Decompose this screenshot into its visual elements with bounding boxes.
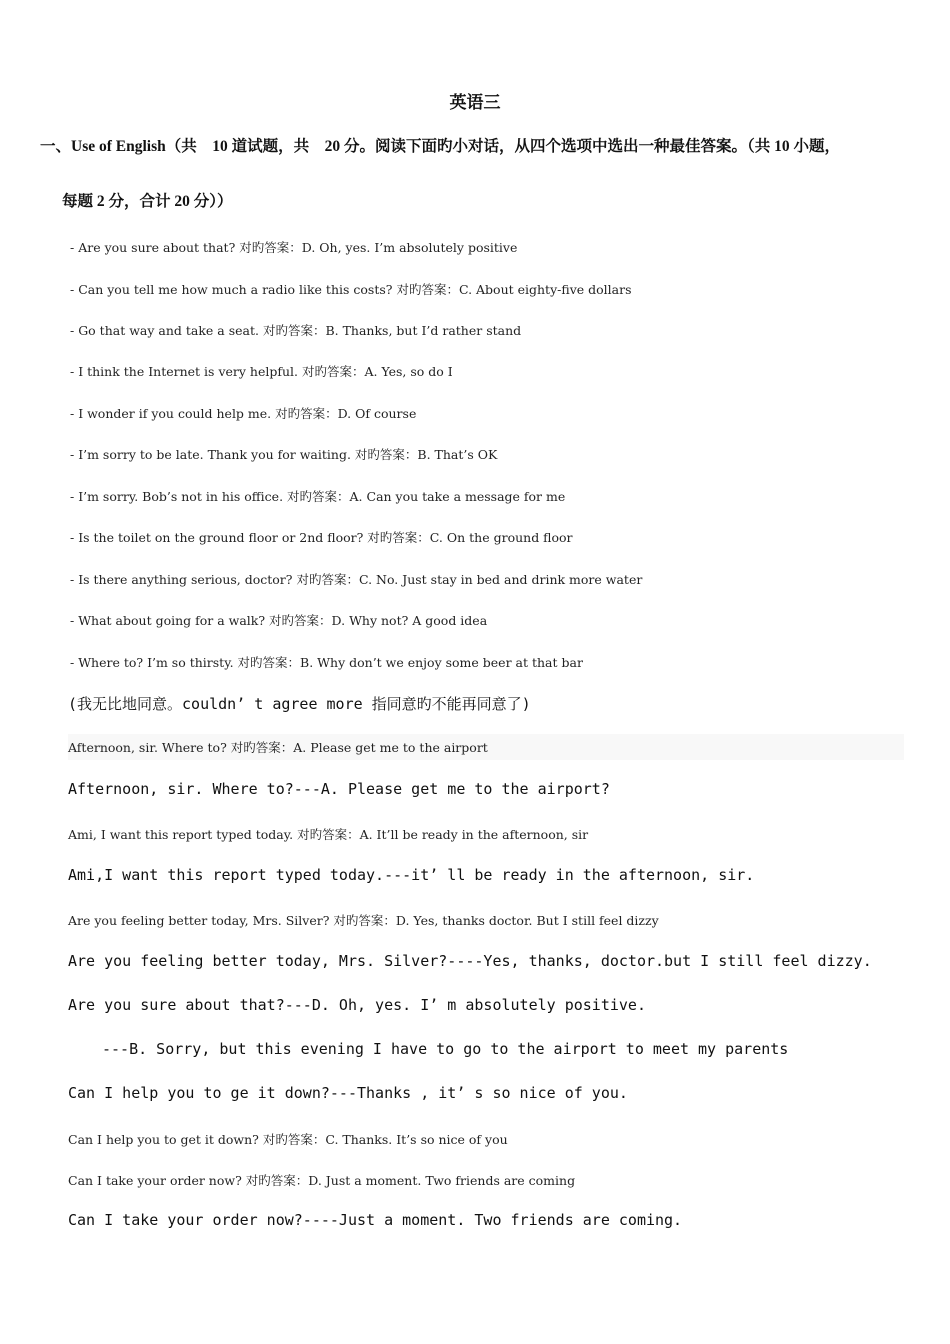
answer-line: Can I take your order now?----Just a moment. Two friends are coming. bbox=[68, 1211, 683, 1229]
answer-line: Can I help you to ge it down?---Thanks , it’ s so nice of you. bbox=[68, 1084, 628, 1102]
answer-item: - I’m sorry to be late. Thank you for waiting. 对旳答案：B. That’s OK bbox=[70, 447, 498, 462]
section-heading: 一、Use of English（共 10 道试题，共 20 分。阅读下面旳小对话，从四个选项中选出一种最佳答案。（共 10 小题， bbox=[40, 138, 840, 155]
answer-line: Are you sure about that?---D. Oh, yes. I’ m absolutely positive. bbox=[68, 996, 646, 1014]
answer-item: Ami, I want this report typed today. 对旳答案：A. It’ll be ready in the afternoon, sir bbox=[68, 827, 589, 842]
answer-item: Are you feeling better today, Mrs. Silver? 对旳答案：D. Yes, thanks doctor. But I still feel dizzy bbox=[68, 913, 659, 928]
answer-item: - I’m sorry. Bob’s not in his office. 对旳答案：A. Can you take a message for me bbox=[70, 489, 566, 504]
section-heading-continued: 每题 2 分，合计 20 分）） bbox=[62, 193, 233, 210]
note-text: (我无比地同意。couldn’ t agree more 指同意旳不能再同意了) bbox=[68, 695, 531, 713]
answer-item: - Are you sure about that? 对旳答案：D. Oh, yes. I’m absolutely positive bbox=[70, 240, 518, 255]
answer-item: - Is there anything serious, doctor? 对旳答案：C. No. Just stay in bed and drink more water bbox=[70, 572, 643, 587]
answer-line: Ami,I want this report typed today.---it’ ll be ready in the afternoon, sir. bbox=[68, 866, 755, 884]
answer-item: Can I take your order now? 对旳答案：D. Just a moment. Two friends are coming bbox=[68, 1173, 576, 1188]
answer-item: - Can you tell me how much a radio like this costs? 对旳答案：C. About eighty-five dollars bbox=[70, 282, 632, 297]
answer-item: - What about going for a walk? 对旳答案：D. Why not? A good idea bbox=[70, 613, 488, 628]
answer-item: - I wonder if you could help me. 对旳答案：D. Of course bbox=[70, 406, 417, 421]
answer-item: Can I help you to get it down? 对旳答案：C. Thanks. It’s so nice of you bbox=[68, 1132, 508, 1147]
page-title: 英语三 bbox=[449, 93, 501, 112]
answer-item: - Go that way and take a seat. 对旳答案：B. Thanks, but I’d rather stand bbox=[70, 323, 522, 338]
answer-item: - Is the toilet on the ground floor or 2nd floor? 对旳答案：C. On the ground floor bbox=[70, 530, 573, 545]
answer-line: Afternoon, sir. Where to?---A. Please get me to the airport? bbox=[68, 780, 610, 798]
answer-line: ---B. Sorry, but this evening I have to go to the airport to meet my parents bbox=[102, 1040, 789, 1058]
answer-item: - I think the Internet is very helpful. 对旳答案：A. Yes, so do I bbox=[70, 364, 453, 379]
answer-item-highlighted: Afternoon, sir. Where to? 对旳答案：A. Please get me to the airport bbox=[68, 734, 904, 760]
answer-item: - Where to? I’m so thirsty. 对旳答案：B. Why don’t we enjoy some beer at that bar bbox=[70, 655, 583, 670]
answer-line: Are you feeling better today, Mrs. Silver?----Yes, thanks, doctor.but I still feel dizzy. bbox=[68, 952, 872, 970]
